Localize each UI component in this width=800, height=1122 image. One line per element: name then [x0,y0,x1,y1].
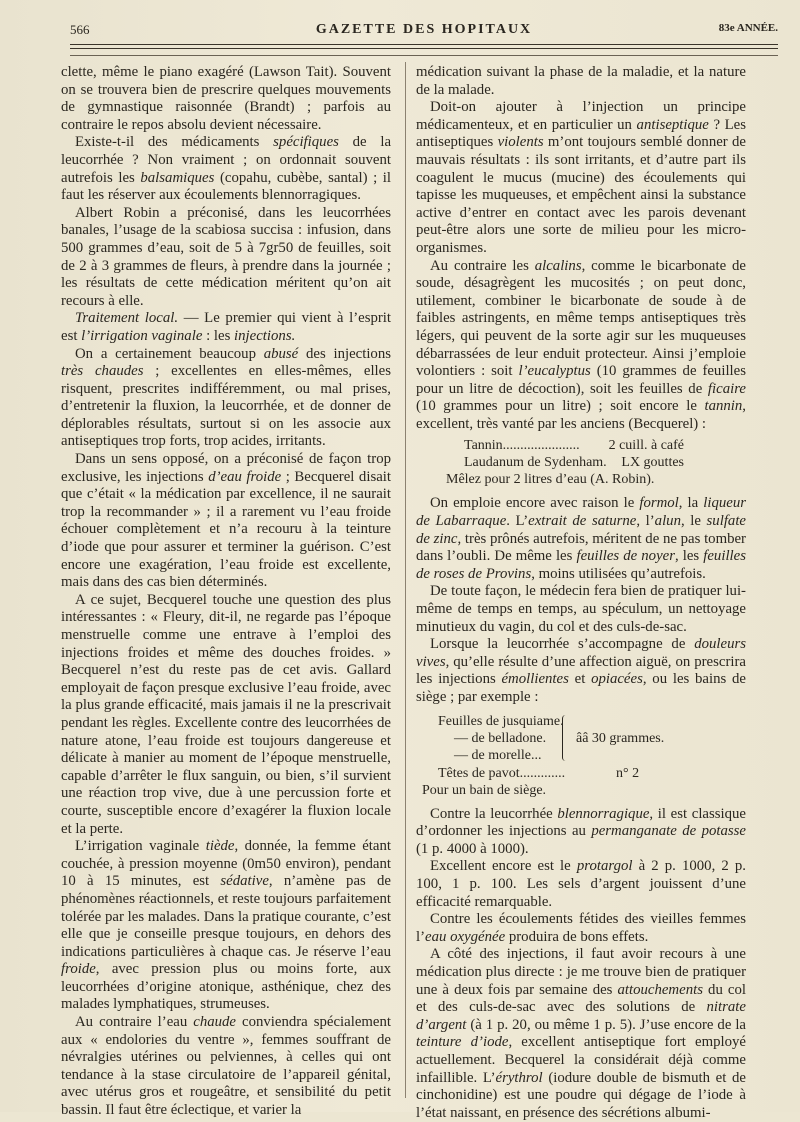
paragraph: Au contraire l’eau chaude conviendra spécialement aux « endolories du ventre », femmes souffrant de névralgies utérines ou pelviennes, à celles qui ont tendance à la stase circulatoire de l’appareil génital, avec utérus gros et rougeâtre, et sensibilité du petit bassin. Il faut être éclectique, et varier la [61,1014,391,1119]
recipe-ingredient: Feuilles de jusquiame. [438,713,564,729]
paragraph: Existe-t-il des médicaments spécifiques de la leucorrhée ? Non vraiment ; on ordonnait souvent autrefois les balsamiques (copahu, cubèbe, santal) ; il faut les réserver aux écoulements blennorragiques. [61,134,392,204]
journal-title: GAZETTE DES HOPITAUX [315,22,533,37]
left-column [61,64,391,1120]
paragraph: De toute façon, le médecin fera bien de pratiquer lui-même de temps en temps, au spéculum, un nettoyage minutieux du vagin, du col et des culs-de-sac. [416,583,746,635]
paragraph: A côté des injections, il faut avoir recours à une médication plus directe : je me trouve bien de pratiquer une à deux fois par semaine des attouchements du col et des culs-de-sac avec des solutions de nitrate d’argent (à 1 p. 20, ou même 1 p. 5). J’use encore de la teinture d’iode, excellent antiseptique fort employé actuellement. Becquerel la considérait déjà comme infaillible. L’érythrol (iodure double de bismuth et de cinchonidine) est une poudre qui dégage de l’iode à l’état naissant, en présence des sécrétions albumi- [416,946,746,1121]
paragraph: A ce sujet, Becquerel touche une question des plus intéressantes : « Fleury, dit-il, ne regarde pas l’époque menstruelle comme une entrave à l’emploi des injections froides et même des douches froides. » Becquerel n’est du reste pas de cet avis. Gallard employait de façon presque exclusive l’eau froide, avec la plus grande efficacité, mais jamais il ne la prescrivait pendant les règles. Excellente contre des leucorrhées de nature atone, l’eau froide est toujours dangereuse et délicate à manier au moment de l’époque menstruelle, capable d’arrêter le flux sanguin, ou bien, s’il survient une réaction trop vive, due à une percussion forte et courte, susceptible encore d’exagérer la fluxion locale et la perte. [61,591,391,837]
column-separator [405,62,406,1098]
recipe-instruction: Pour un bain de siège. [422,782,547,798]
paragraph: médication suivant la phase de la maladie, et la nature de la malade. [416,64,746,98]
header-rule-thick [70,44,778,45]
recipe-ingredient: Laudanum de Sydenham. [464,455,607,471]
paragraph: On a certainement beaucoup abusé des injections très chaudes ; excellentes en elles-mêmes, elles risquent, prescrites indifféremment, ou mal prises, d’entretenir la fluxion, la leucorrhée, et de donner de déplorables résultats, surtout si on les associe aux antiseptiques trop forts, trop acides, irritants. [61,345,391,450]
paragraph: Albert Robin a préconisé, dans les leucorrhées banales, l’usage de la scabiosa succisa : infusion, dans 500 grammes d’eau, soit de 5 à 7gr50 de feuilles, soit de 2 à 3 grammes de fleurs, à prendre dans la journée ; les résultats de cette médication méritent qu’on ait recours à elle. [61,204,391,309]
issue-label: 83e ANNÉE. [718,22,778,34]
recipe-dose: n° 2 [616,765,640,781]
recipe-tail [416,765,746,799]
section-heading-paragraph: Traitement local. — Le premier qui vient à l’esprit est l’irrigation vaginale : les injections. [61,310,392,344]
paragraph: clette, même le piano exagéré (Lawson Tait). Souvent on se trouvera bien de prescrire quelques mouvements de gymnastique raisonnée (Brandt) ; parfois au contraire le repos absolu devient nécessaire. [61,64,391,133]
header-rule-lower [70,55,778,56]
paragraph: Dans un sens opposé, on a préconisé de façon trop exclusive, les injections d’eau froide ; Becquerel disait que c’était « la médication par excellence, il ne saurait trop la recommander » ; il a rarement vu l’eau froide échouer complètement et n’a recouru à la teinture d’iode que pour assurer et terminer la guérison. C’est encore une exagération, l’eau froide est excellente, mais dans des cas bien déterminés. [61,451,391,591]
right-column [416,64,746,1122]
paragraph: Lorsque la leucorrhée s’accompagne de douleurs vives, qu’elle résulte d’une affection aiguë, on prescrira les injections émollientes et opiacées, ou les bains de siège ; par exemple : [416,636,746,705]
recipe-ingredient: Têtes de pavot............. [438,765,566,781]
paragraph: Contre les écoulements fétides des vieilles femmes l’eau oxygénée produira de bons effets. [416,911,746,945]
recipe-sitz-bath [416,713,746,765]
header-rule-thin [70,48,778,49]
recipe-instruction: Mêlez pour 2 litres d’eau (A. Robin). [446,472,655,488]
recipe-dose: LX gouttes [621,455,684,471]
recipe-dose: 2 cuill. à café [608,438,684,454]
paragraph: Contre la leucorrhée blennorragique, il est classique d’ordonner les injections au permanganate de potasse (1 p. 4000 à 1000). [416,805,746,857]
page-header [70,22,778,42]
recipe-dose: ââ 30 grammes. [576,730,665,746]
page-number: 566 [70,22,90,37]
paragraph: L’irrigation vaginale tiède, donnée, la femme étant couchée, à pression moyenne (0m50 environ), pendant 10 à 15 minutes, est sédative, n’amène pas de phénomènes réactionnels, et reste toujours parfaitement tolérée par les malades. Dans la pratique courante, c’est elle que je conseille presque toujours, en dehors des indications particulières à chaque cas. Je réserve l’eau froide, avec pression plus ou moins forte, aux leucorrhées d’origine atonique, asthénique, chez des malades lymphatiques, strumeuses. [61,838,391,1013]
recipe-ingredient: Tannin...................... [464,438,580,454]
paragraph: Au contraire les alcalins, comme le bicarbonate de soude, désagrègent les mucosités ; on peut donc, utilement, combiner le bicarbonate de soude à de faibles astringents, en même temps antiseptiques très légers, qui peuvent de la sorte agir sur les muqueuses débarrassées de leur enduit protecteur. Ainsi j’emploie volontiers : soit l’eucalyptus (10 grammes de feuilles pour un litre de décoction), soit les feuilles de ficaire (10 grammes pour un litre) ; soit encore le tannin, excellent, très vanté par les anciens (Becquerel) : [416,257,746,432]
brace-mark [562,715,569,761]
paragraph: Excellent encore est le protargol à 2 p. 1000, 2 p. 100, 1 p. 100. Les sels d’argent jouissent d’une efficacité remarquable. [416,858,746,910]
recipe-tannin [416,437,746,488]
recipe-ingredient: — de morelle... [454,747,542,763]
paragraph: Doit-on ajouter à l’injection un principe médicamenteux, et en particulier un antiseptique ? Les antiseptiques violents m’ont toujours semblé donner de mauvais résultats : ils sont irritants, et d’autre part ils coagulent le mucus (mucine) des écoulements qui tapisse les muqueuses, et empêchent ainsi la substance active d’entrer en contact avec les parois devenant peut-être alors une sorte de milieu pour les micro-organismes. [416,99,746,256]
paragraph: On emploie encore avec raison le formol, la liqueur de Labarraque. L’extrait de saturne, l’alun, le sulfate de zinc, très prônés autrefois, méritent de ne pas tomber dans l’oubli. De même les feuilles de noyer, les feuilles de roses de Provins, moins utilisées qu’autrefois. [416,495,747,582]
recipe-ingredient: — de belladone. [454,730,547,746]
